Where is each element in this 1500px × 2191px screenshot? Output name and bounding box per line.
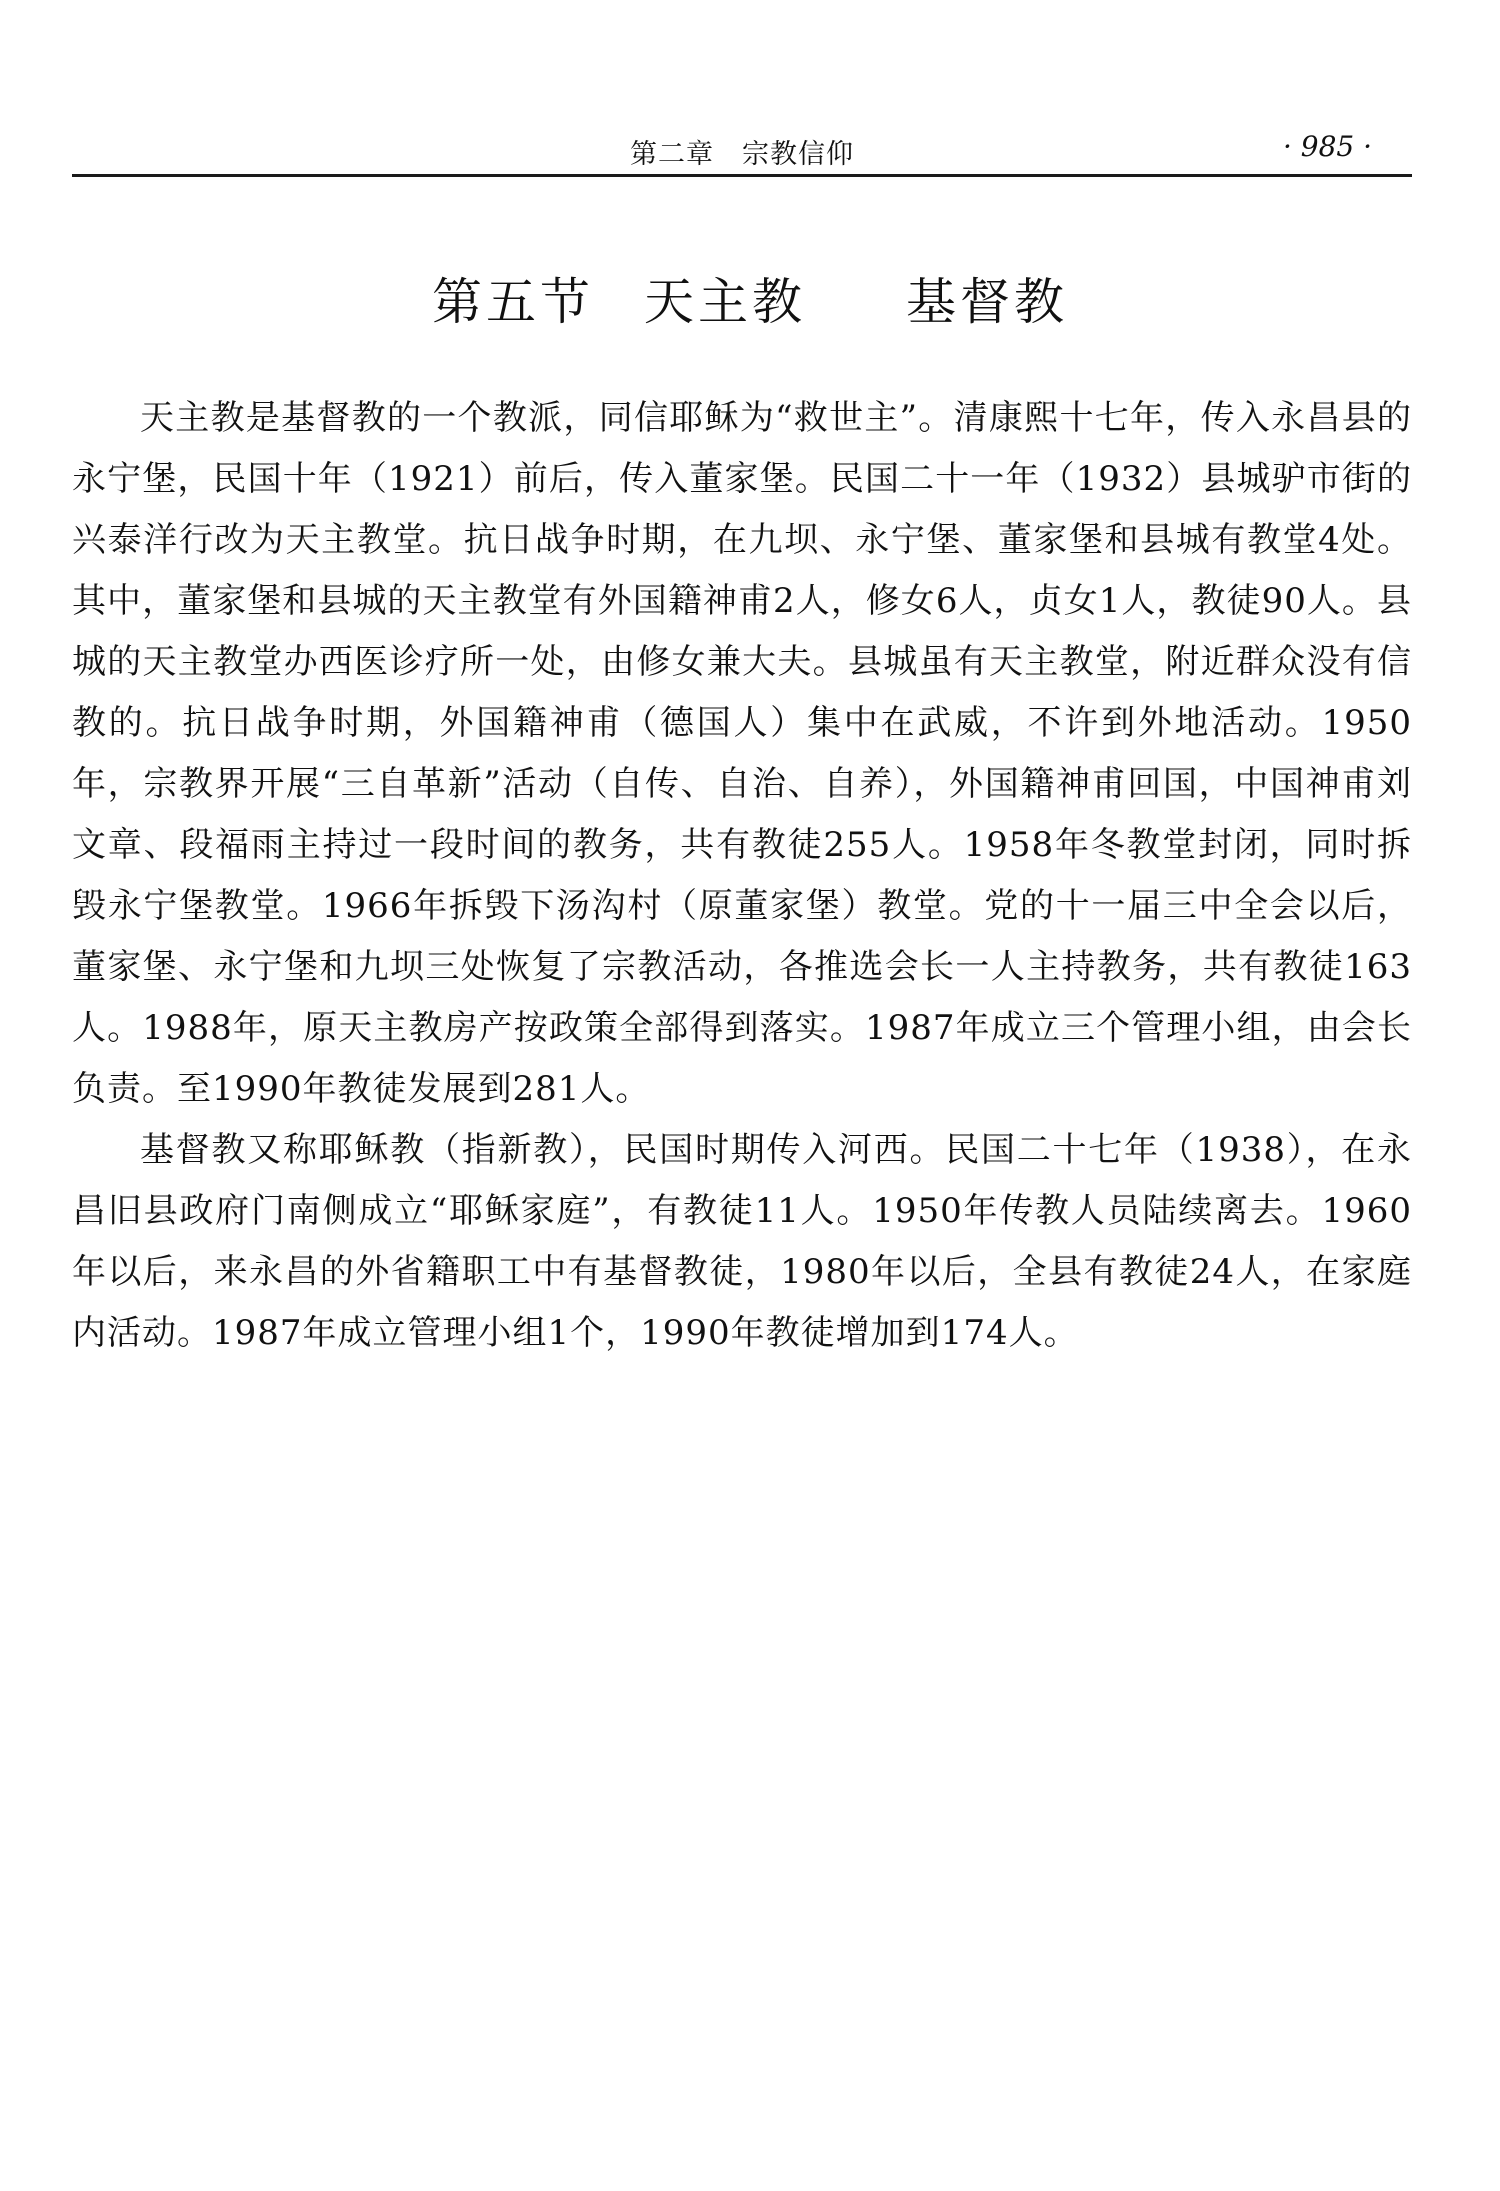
- section-title-catholicism: 天主教: [644, 273, 806, 331]
- page-number: · 985 ·: [1282, 130, 1372, 163]
- body-text: [72, 388, 1412, 1364]
- chapter-heading: 第二章 宗教信仰: [630, 139, 854, 170]
- running-header: [72, 128, 1412, 177]
- section-title-protestantism: 基督教: [906, 273, 1068, 331]
- section-title: [0, 262, 1500, 334]
- paragraph-protestantism: 基督教又称耶稣教（指新教），民国时期传入河西。民国二十七年（1938），在永昌旧县政府门南侧成立“耶稣家庭”，有教徒11人。1950年传教人员陆续离去。1960年以后，来永昌的外省籍职工中有基督教徒，1980年以后，全县有教徒24人，在家庭内活动。1987年成立管理小组1个，1990年教徒增加到174人。: [72, 1130, 1412, 1353]
- section-number: 第五节: [432, 273, 594, 331]
- paragraph-catholicism: 天主教是基督教的一个教派，同信耶稣为“救世主”。清康熙十七年，传入永昌县的永宁堡，民国十年（1921）前后，传入董家堡。民国二十一年（1932）县城驴市街的兴泰洋行改为天主教堂。抗日战争时期，在九坝、永宁堡、董家堡和县城有教堂4处。其中，董家堡和县城的天主教堂有外国籍神甫2人，修女6人，贞女1人，教徒90人。县城的天主教堂办西医诊疗所一处，由修女兼大夫。县城虽有天主教堂，附近群众没有信教的。抗日战争时期，外国籍神甫（德国人）集中在武威，不许到外地活动。1950年，宗教界开展“三自革新”活动（自传、自治、自养），外国籍神甫回国，中国神甫刘文章、段福雨主持过一段时间的教务，共有教徒255人。1958年冬教堂封闭，同时拆毁永宁堡教堂。1966年拆毁下汤沟村（原董家堡）教堂。党的十一届三中全会以后，董家堡、永宁堡和九坝三处恢复了宗教活动，各推选会长一人主持教务，共有教徒163人。1988年，原天主教房产按政策全部得到落实。1987年成立三个管理小组，由会长负责。至1990年教徒发展到281人。: [72, 398, 1412, 1109]
